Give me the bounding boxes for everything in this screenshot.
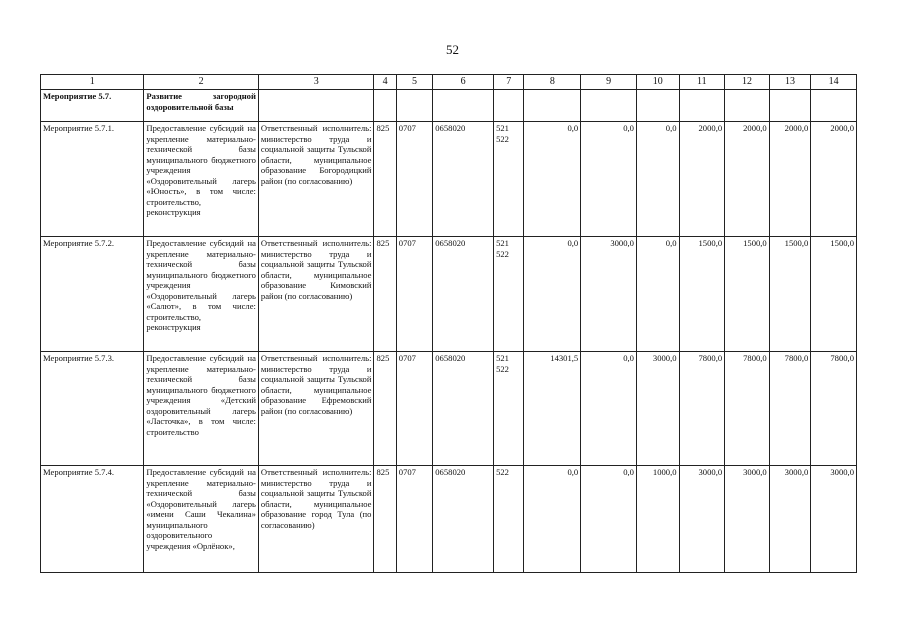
responsible-executor: Ответственный исполнитель: министерство труда и социальной защиты Тульской области, муниципальное образование Богородицкий район (по согласованию)	[260, 123, 372, 186]
column-number-header-row	[41, 75, 857, 90]
activity-description-cell	[144, 122, 259, 237]
amount-cell: 3000,0	[636, 352, 679, 466]
empty-cell	[725, 90, 770, 122]
expense-type-code: 522	[496, 467, 509, 478]
section-code: 0707	[396, 122, 432, 237]
amount-cell: 2000,0	[811, 122, 857, 237]
amount-cell: 3000,0	[811, 466, 857, 573]
responsible-cell	[258, 237, 374, 352]
amount-cell: 0,0	[524, 466, 581, 573]
amount-cell: 3000,0	[769, 466, 811, 573]
amount-cell: 0,0	[636, 122, 679, 237]
column-header: 11	[679, 75, 725, 90]
column-header: 3	[258, 75, 374, 90]
amount-cell: 0,0	[581, 352, 637, 466]
amount-cell: 0,0	[524, 122, 581, 237]
expense-type-code: 522	[496, 363, 509, 374]
expense-type-cell	[494, 352, 524, 466]
column-header: 4	[374, 75, 396, 90]
table-row	[41, 237, 857, 352]
amount-cell: 2000,0	[725, 122, 770, 237]
amount-cell: 1500,0	[769, 237, 811, 352]
column-header: 14	[811, 75, 857, 90]
expense-type-code: 521	[496, 238, 509, 249]
activity-group-title-cell	[144, 90, 259, 122]
amount-cell: 1000,0	[636, 466, 679, 573]
empty-cell	[769, 90, 811, 122]
amount-cell: 1500,0	[679, 237, 725, 352]
empty-cell	[679, 90, 725, 122]
activity-description-cell	[144, 237, 259, 352]
activity-description: Предоставление субсидий на укрепление материально-технической базы муниципального бюджетного учреждения «Детский оздоровительный лагерь «Ласточка», в том числе: строительство	[146, 353, 256, 437]
activity-group-row	[41, 90, 857, 122]
responsible-executor: Ответственный исполнитель: министерство труда и социальной защиты Тульской области, муниципальное образование Ефремовский район (по согласованию)	[260, 353, 372, 416]
section-code: 0707	[396, 237, 432, 352]
column-header: 2	[144, 75, 259, 90]
empty-cell	[258, 90, 374, 122]
column-header: 10	[636, 75, 679, 90]
page-number: 52	[446, 42, 459, 57]
expense-type-cell	[494, 122, 524, 237]
column-header: 7	[494, 75, 524, 90]
amount-cell: 14301,5	[524, 352, 581, 466]
column-header: 9	[581, 75, 637, 90]
amount-cell: 7800,0	[811, 352, 857, 466]
amount-cell: 3000,0	[581, 237, 637, 352]
amount-cell: 7800,0	[725, 352, 770, 466]
ministry-code: 825	[374, 352, 396, 466]
table-row	[41, 466, 857, 573]
activity-description-cell	[144, 352, 259, 466]
amount-cell: 0,0	[581, 122, 637, 237]
activity-description: Предоставление субсидий на укрепление материально-технической базы муниципального бюджетного учреждения «Оздоровительный лагерь «Салют», в том числе: строительство, реконструкция	[146, 238, 256, 333]
amount-cell: 1500,0	[725, 237, 770, 352]
column-header: 8	[524, 75, 581, 90]
activity-label: Мероприятие 5.7.1.	[41, 122, 144, 237]
activity-label: Мероприятие 5.7.2.	[41, 237, 144, 352]
expense-type-cell	[494, 237, 524, 352]
amount-cell: 0,0	[581, 466, 637, 573]
responsible-cell	[258, 122, 374, 237]
amount-cell: 3000,0	[679, 466, 725, 573]
target-article-code: 0658020	[433, 122, 494, 237]
target-article-code: 0658020	[433, 466, 494, 573]
section-code: 0707	[396, 466, 432, 573]
empty-cell	[396, 90, 432, 122]
empty-cell	[811, 90, 857, 122]
empty-cell	[636, 90, 679, 122]
empty-cell	[524, 90, 581, 122]
activity-group-title: Развитие загородной оздоровительной базы	[146, 91, 256, 112]
responsible-executor: Ответственный исполнитель: министерство труда и социальной защиты Тульской области, муниципальное образование Кимовский район (по согласованию)	[260, 238, 372, 301]
expense-type-code: 522	[496, 133, 509, 144]
empty-cell	[581, 90, 637, 122]
section-code: 0707	[396, 352, 432, 466]
activity-group-label: Мероприятие 5.7.	[41, 90, 144, 122]
table-row	[41, 352, 857, 466]
program-activities-table	[40, 74, 857, 573]
activity-description-cell	[144, 466, 259, 573]
ministry-code: 825	[374, 122, 396, 237]
ministry-code: 825	[374, 466, 396, 573]
column-header: 5	[396, 75, 432, 90]
empty-cell	[374, 90, 396, 122]
ministry-code: 825	[374, 237, 396, 352]
responsible-executor: Ответственный исполнитель: министерство труда и социальной защиты Тульской области, муниципальное образование город Тула (по согласованию)	[260, 467, 372, 530]
activity-description: Предоставление субсидий на укрепление материально-технической базы муниципального бюджетного учреждения «Оздоровительный лагерь «Юность», в том числе: строительство, реконструкция	[146, 123, 256, 218]
amount-cell: 0,0	[524, 237, 581, 352]
expense-type-code: 522	[496, 248, 509, 259]
expense-type-cell	[494, 466, 524, 573]
column-header: 13	[769, 75, 811, 90]
table-row	[41, 122, 857, 237]
responsible-cell	[258, 466, 374, 573]
expense-type-code: 521	[496, 123, 509, 134]
expense-type-code: 521	[496, 353, 509, 364]
amount-cell: 1500,0	[811, 237, 857, 352]
column-header: 12	[725, 75, 770, 90]
amount-cell: 7800,0	[679, 352, 725, 466]
target-article-code: 0658020	[433, 352, 494, 466]
responsible-cell	[258, 352, 374, 466]
amount-cell: 3000,0	[725, 466, 770, 573]
amount-cell: 2000,0	[679, 122, 725, 237]
target-article-code: 0658020	[433, 237, 494, 352]
activity-label: Мероприятие 5.7.4.	[41, 466, 144, 573]
activity-description: Предоставление субсидий на укрепление материально-технической базы «Оздоровительный лагерь «имени Саши Чекалина» муниципального оздоровительного учреждения «Орлёнок»,	[146, 467, 256, 551]
empty-cell	[433, 90, 494, 122]
activity-label: Мероприятие 5.7.3.	[41, 352, 144, 466]
amount-cell: 0,0	[636, 237, 679, 352]
amount-cell: 7800,0	[769, 352, 811, 466]
column-header: 1	[41, 75, 144, 90]
amount-cell: 2000,0	[769, 122, 811, 237]
empty-cell	[494, 90, 524, 122]
column-header: 6	[433, 75, 494, 90]
